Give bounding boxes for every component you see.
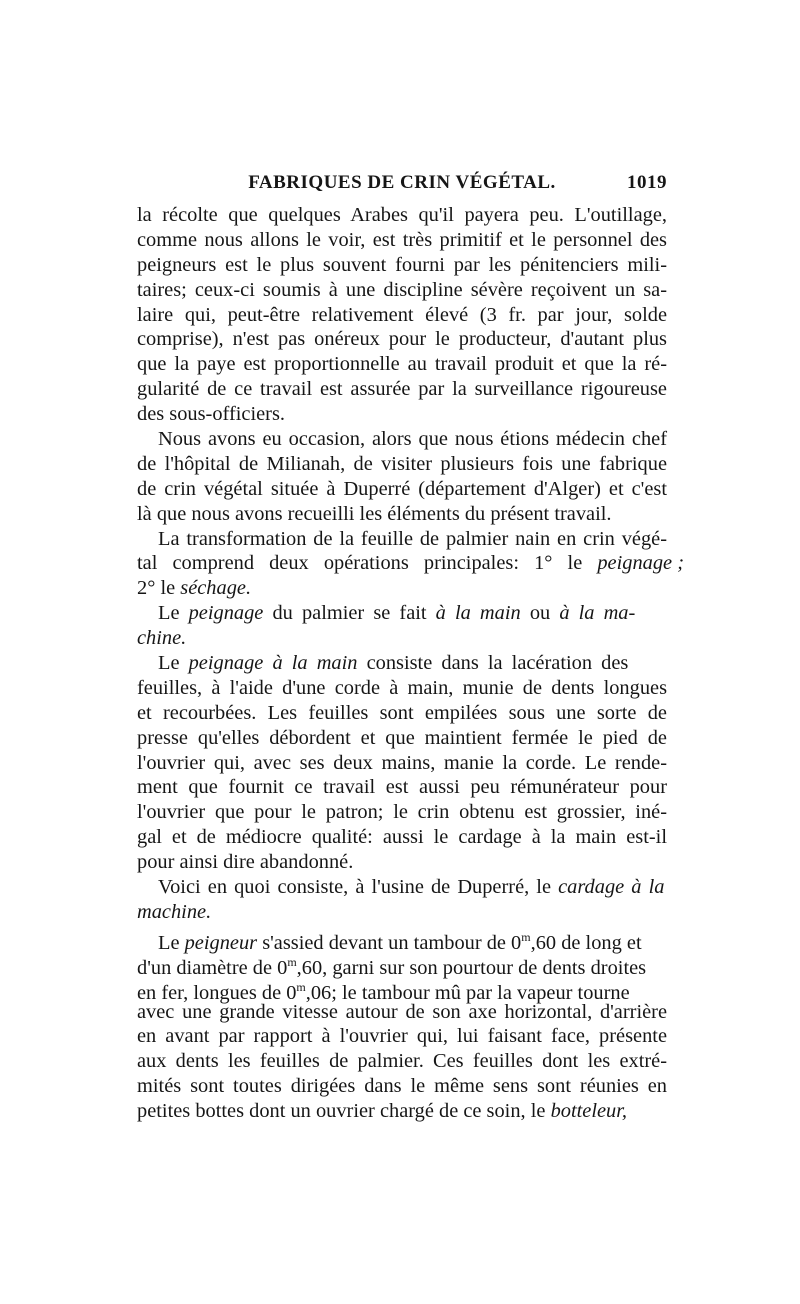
text-line: l'ouvrier que pour le patron; le crin obtenu est grossier, iné- bbox=[137, 801, 667, 824]
text-line: Voici en quoi consiste, à l'usine de Duperré, le cardage à la bbox=[158, 876, 665, 899]
text-line: 2° le séchage. bbox=[137, 577, 252, 600]
text-line: Le peignage à la main consiste dans la lacération des bbox=[158, 652, 629, 675]
text-line: de l'hôpital de Milianah, de visiter plusieurs fois une fabrique bbox=[137, 452, 667, 475]
text-line: Nous avons eu occasion, alors que nous étions médecin chef bbox=[158, 428, 667, 451]
text-line: que la paye est proportionnelle au travail produit et que la ré- bbox=[137, 353, 667, 376]
text-line: gularité de ce travail est assurée par la surveillance rigoureuse bbox=[137, 378, 667, 401]
text-line: aux dents les feuilles de palmier. Ces feuilles dont les extré- bbox=[137, 1050, 667, 1073]
text-line: feuilles, à l'aide d'une corde à main, munie de dents longues bbox=[137, 676, 667, 699]
text-line: en fer, longues de 0$^m$,06; le tambour mû par la vapeur tourne bbox=[137, 979, 630, 1004]
text-line: comme nous allons le voir, est très primitif et le personnel des bbox=[137, 228, 667, 251]
text-line: taires; ceux-ci soumis à une discipline sévère reçoivent un sa- bbox=[137, 278, 667, 301]
text-line: chine. bbox=[137, 627, 187, 650]
text-line: peigneurs est le plus souvent fourni par les pénitenciers mili- bbox=[137, 253, 667, 276]
text-line: ment que fournit ce travail est aussi peu rémunérateur pour bbox=[137, 776, 667, 799]
text-line: presse qu'elles débordent et que maintient fermée le pied de bbox=[137, 726, 667, 749]
text-line: avec une grande vitesse autour de son axe horizontal, d'arrière bbox=[137, 1000, 667, 1023]
text-line: La transformation de la feuille de palmier nain en crin végé- bbox=[158, 527, 667, 550]
text-line: pour ainsi dire abandonné. bbox=[137, 851, 354, 874]
body-text bbox=[137, 203, 684, 1124]
text-line: des sous-officiers. bbox=[137, 403, 285, 426]
text-line: de crin végétal située à Duperré (département d'Alger) et c'est bbox=[137, 477, 667, 500]
text-line: la récolte que quelques Arabes qu'il payera peu. L'outillage, bbox=[137, 204, 667, 226]
text-line: gal et de médiocre qualité: aussi le cardage à la main est-il bbox=[137, 826, 667, 849]
page-number: 1019 bbox=[627, 172, 667, 193]
text-line: petites bottes dont un ouvrier chargé de ce soin, le botteleur, bbox=[137, 1100, 628, 1123]
text-line: l'ouvrier qui, avec ses deux mains, manie la corde. Le rende- bbox=[137, 751, 667, 774]
text-line: comprise), n'est pas onéreux pour le producteur, d'autant plus bbox=[137, 328, 667, 351]
running-header bbox=[137, 172, 667, 200]
text-line: mités sont toutes dirigées dans le même sens sont réunies en bbox=[137, 1075, 667, 1098]
text-line: là que nous avons recueilli les éléments du présent travail. bbox=[137, 502, 612, 525]
text-line: machine. bbox=[137, 900, 212, 923]
running-title: FABRIQUES DE CRIN VÉGÉTAL. bbox=[248, 172, 556, 193]
text-line: en avant par rapport à l'ouvrier qui, lui faisant face, présente bbox=[137, 1025, 667, 1048]
text-line: laire qui, peut-être relativement élevé (3 fr. par jour, solde bbox=[137, 303, 667, 326]
text-line: Le peignage du palmier se fait à la main ou à la ma- bbox=[158, 602, 636, 625]
text-line: Le peigneur s'assied devant un tambour de 0$^m$,60 de long et bbox=[158, 929, 642, 954]
text-line: tal comprend deux opérations principales: 1° le peignage ; bbox=[137, 552, 684, 575]
text-line: et recourbées. Les feuilles sont empilées sous une sorte de bbox=[137, 701, 667, 724]
text-line: d'un diamètre de 0$^m$,60, garni sur son pourtour de dents droites bbox=[137, 954, 647, 979]
